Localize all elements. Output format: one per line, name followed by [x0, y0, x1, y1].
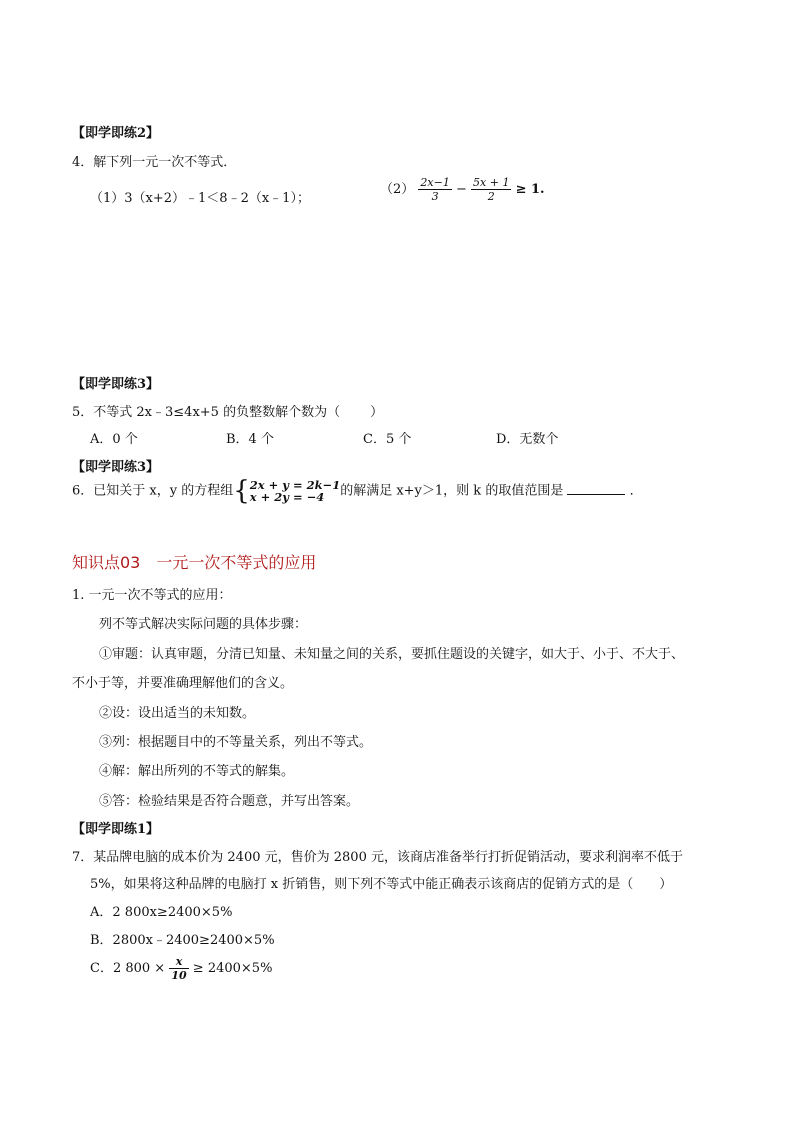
question-5-option-b: B．4 个	[226, 432, 274, 447]
fraction-2	[471, 176, 511, 203]
question-5-option-c: C．5 个	[363, 432, 412, 447]
equation-system	[250, 479, 340, 503]
question-7-option-a: A．2 800x≥2400×5%	[90, 905, 233, 920]
question-5-stem-close: ）	[370, 405, 384, 420]
question-6-end: ．	[629, 483, 643, 499]
question-4-part-1: （1）3（x+2）﹣1＜8﹣2（x﹣1）；	[90, 191, 310, 206]
body-line-7: ④解：解出所列的不等式的解集。	[99, 764, 295, 779]
question-6-lead: 6．已知关于 x，y 的方程组	[72, 483, 234, 499]
question-7-option-c	[90, 955, 272, 982]
question-5-option-a: A．0 个	[90, 432, 138, 447]
question-7-line-1: 7．某品牌电脑的成本价为 2400 元，售价为 2800 元，该商店准备举行打折促销活动，要求利润率不低于	[72, 850, 683, 865]
body-line-6: ③列：根据题目中的不等量关系，列出不等式。	[99, 735, 373, 750]
practice-tag-1: 【即学即练1】	[72, 822, 160, 837]
answer-blank[interactable]	[567, 482, 625, 495]
fraction-1	[418, 176, 451, 203]
practice-tag-3b: 【即学即练3】	[72, 460, 160, 475]
inequality-tail: ≥ 1.	[515, 182, 545, 197]
option-c-denominator: 10	[171, 969, 187, 982]
equation-2: x + 2y = −4	[249, 490, 325, 504]
question-6-tail: 的解满足 x+y＞1，则 k 的取值范围是	[340, 483, 564, 499]
option-c-numerator: x	[169, 955, 188, 969]
practice-tag-2: 【即学即练2】	[72, 126, 160, 141]
question-6	[72, 476, 643, 506]
option-c-suffix: ≥ 2400×5%	[192, 961, 273, 976]
question-4-stem: 4．解下列一元一次不等式．	[72, 155, 237, 170]
fraction-1-denominator: 3	[431, 190, 439, 203]
fraction-1-numerator: 2x−1	[420, 176, 450, 189]
body-line-4: 不小于等，并要准确理解他们的含义。	[72, 676, 294, 691]
option-c-prefix: C．2 800 ×	[90, 961, 166, 976]
body-line-1: 1. 一元一次不等式的应用：	[72, 588, 232, 603]
question-5-stem-text: 5．不等式 2x﹣3≤4x+5 的负整数解个数为（	[72, 405, 341, 420]
question-7-option-b: B．2800x﹣2400≥2400×5%	[90, 933, 275, 948]
body-line-2: 列不等式解决实际问题的具体步骤：	[99, 617, 308, 632]
section-heading: 知识点03 一元一次不等式的应用	[72, 553, 317, 572]
question-4-part-2	[380, 176, 545, 203]
fraction-2-denominator: 2	[487, 190, 495, 203]
question-5-stem	[72, 401, 383, 420]
brace-icon: {	[233, 476, 250, 506]
body-line-5: ②设：设出适当的未知数。	[99, 706, 256, 721]
body-line-3: ①审题：认真审题，分清已知量、未知量之间的关系，要抓住题设的关键字，如大于、小于、不大于、	[99, 647, 685, 662]
body-line-8: ⑤答：检验结果是否符合题意，并写出答案。	[99, 794, 360, 809]
question-5-option-d: D．无数个	[496, 432, 559, 447]
fraction-2-numerator: 5x + 1	[473, 176, 510, 189]
part-2-label: （2）	[380, 182, 415, 197]
option-c-fraction	[169, 955, 188, 982]
minus-sign: −	[455, 182, 467, 197]
question-7-line-2: 5%，如果将这种品牌的电脑打 x 折销售，则下列不等式中能正确表示该商店的促销方式的是（ ）	[90, 877, 673, 892]
practice-tag-3a: 【即学即练3】	[72, 377, 160, 392]
equation-1: 2x + y = 2k−1	[249, 478, 341, 492]
